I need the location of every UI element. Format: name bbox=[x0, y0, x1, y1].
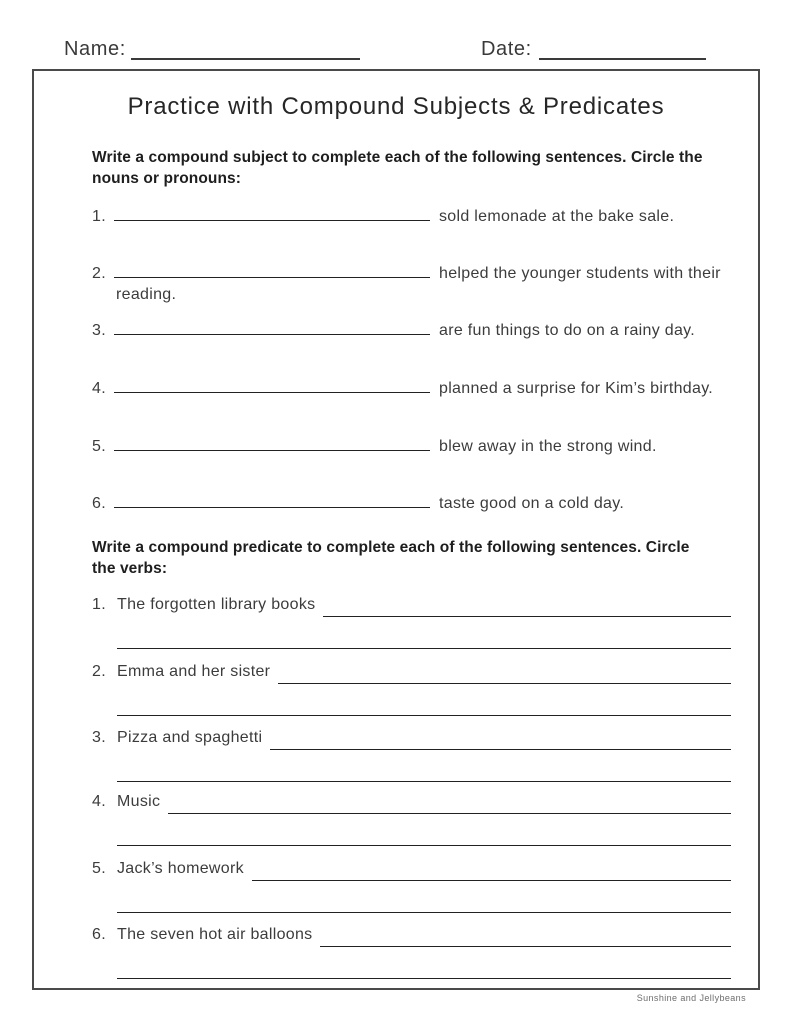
instruction-line: the verbs: bbox=[92, 560, 168, 577]
blank-line-continued bbox=[117, 617, 731, 649]
page-title: Practice with Compound Subjects & Predicates bbox=[127, 93, 665, 120]
item-number: 5. bbox=[92, 860, 106, 877]
date-blank-line bbox=[539, 36, 706, 60]
blank-line bbox=[270, 729, 731, 750]
blank-line-continued bbox=[117, 750, 731, 782]
blank-line bbox=[320, 926, 731, 947]
sentence-start: Emma and her sister bbox=[117, 663, 271, 680]
blank-line-continued bbox=[117, 814, 731, 846]
instruction-line: Write a compound predicate to complete each of the following sentences. Circle bbox=[92, 539, 690, 556]
worksheet-border-box bbox=[32, 69, 760, 990]
compound-subject-item-6 bbox=[92, 493, 740, 514]
sentence-row bbox=[92, 860, 731, 881]
blank-line bbox=[114, 494, 430, 508]
compound-predicate-item-2 bbox=[92, 663, 731, 716]
compound-subject-item-2 bbox=[92, 263, 740, 305]
item-number: 5. bbox=[92, 438, 106, 455]
compound-subject-item-5 bbox=[92, 436, 740, 457]
item-number: 2. bbox=[92, 265, 106, 282]
compound-predicate-item-6 bbox=[92, 926, 731, 979]
blank-line bbox=[278, 663, 731, 684]
item-number: 3. bbox=[92, 729, 106, 746]
item-number: 6. bbox=[92, 926, 106, 943]
sentence-row bbox=[92, 596, 731, 617]
compound-subject-item-3 bbox=[92, 320, 740, 341]
sentence-ending: sold lemonade at the bake sale. bbox=[439, 208, 675, 225]
sentence-ending: helped the younger students with their bbox=[439, 265, 721, 282]
sentence-ending: blew away in the strong wind. bbox=[439, 438, 657, 455]
item-number: 6. bbox=[92, 495, 106, 512]
blank-line bbox=[252, 860, 731, 881]
section2-instructions bbox=[92, 537, 724, 579]
instruction-line: nouns or pronouns: bbox=[92, 170, 242, 187]
sentence-start: Jack’s homework bbox=[117, 860, 244, 877]
blank-line bbox=[114, 207, 430, 221]
blank-line-continued bbox=[117, 947, 731, 979]
compound-predicate-item-4 bbox=[92, 793, 731, 846]
item-number: 1. bbox=[92, 208, 106, 225]
sentence-ending: are fun things to do on a rainy day. bbox=[439, 322, 695, 339]
footer-credit: Sunshine and Jellybeans bbox=[636, 993, 746, 1003]
item-number: 1. bbox=[92, 596, 106, 613]
sentence-row bbox=[92, 926, 731, 947]
compound-predicate-item-5 bbox=[92, 860, 731, 913]
sentence-row bbox=[92, 729, 731, 750]
item-number: 4. bbox=[92, 793, 106, 810]
sentence-row bbox=[92, 793, 731, 814]
name-date-row bbox=[0, 36, 791, 66]
sentence-ending: planned a surprise for Kim’s birthday. bbox=[439, 380, 714, 397]
item-number: 2. bbox=[92, 663, 106, 680]
sentence-ending: taste good on a cold day. bbox=[439, 495, 625, 512]
blank-line-continued bbox=[117, 684, 731, 716]
compound-predicate-item-3 bbox=[92, 729, 731, 782]
sentence-start: Pizza and spaghetti bbox=[117, 729, 263, 746]
date-label: Date: bbox=[481, 38, 532, 60]
instruction-line: Write a compound subject to complete each of the following sentences. Circle the bbox=[92, 149, 703, 166]
name-blank-line bbox=[131, 36, 360, 60]
blank-line bbox=[323, 596, 731, 617]
item-number: 3. bbox=[92, 322, 106, 339]
section1-instructions bbox=[92, 147, 724, 189]
sentence-row bbox=[92, 663, 731, 684]
sentence-start: Music bbox=[117, 793, 161, 810]
compound-subject-item-4 bbox=[92, 378, 740, 399]
blank-line bbox=[114, 321, 430, 335]
name-label: Name: bbox=[64, 38, 126, 60]
sentence-ending-wrap: reading. bbox=[116, 286, 177, 303]
compound-predicate-item-1 bbox=[92, 596, 731, 649]
sentence-start: The forgotten library books bbox=[117, 596, 316, 613]
compound-subject-item-1 bbox=[92, 206, 740, 227]
sentence-start: The seven hot air balloons bbox=[117, 926, 313, 943]
blank-line-continued bbox=[117, 881, 731, 913]
blank-line bbox=[114, 437, 430, 451]
blank-line bbox=[114, 379, 430, 393]
blank-line bbox=[114, 264, 430, 278]
blank-line bbox=[168, 793, 731, 814]
item-number: 4. bbox=[92, 380, 106, 397]
